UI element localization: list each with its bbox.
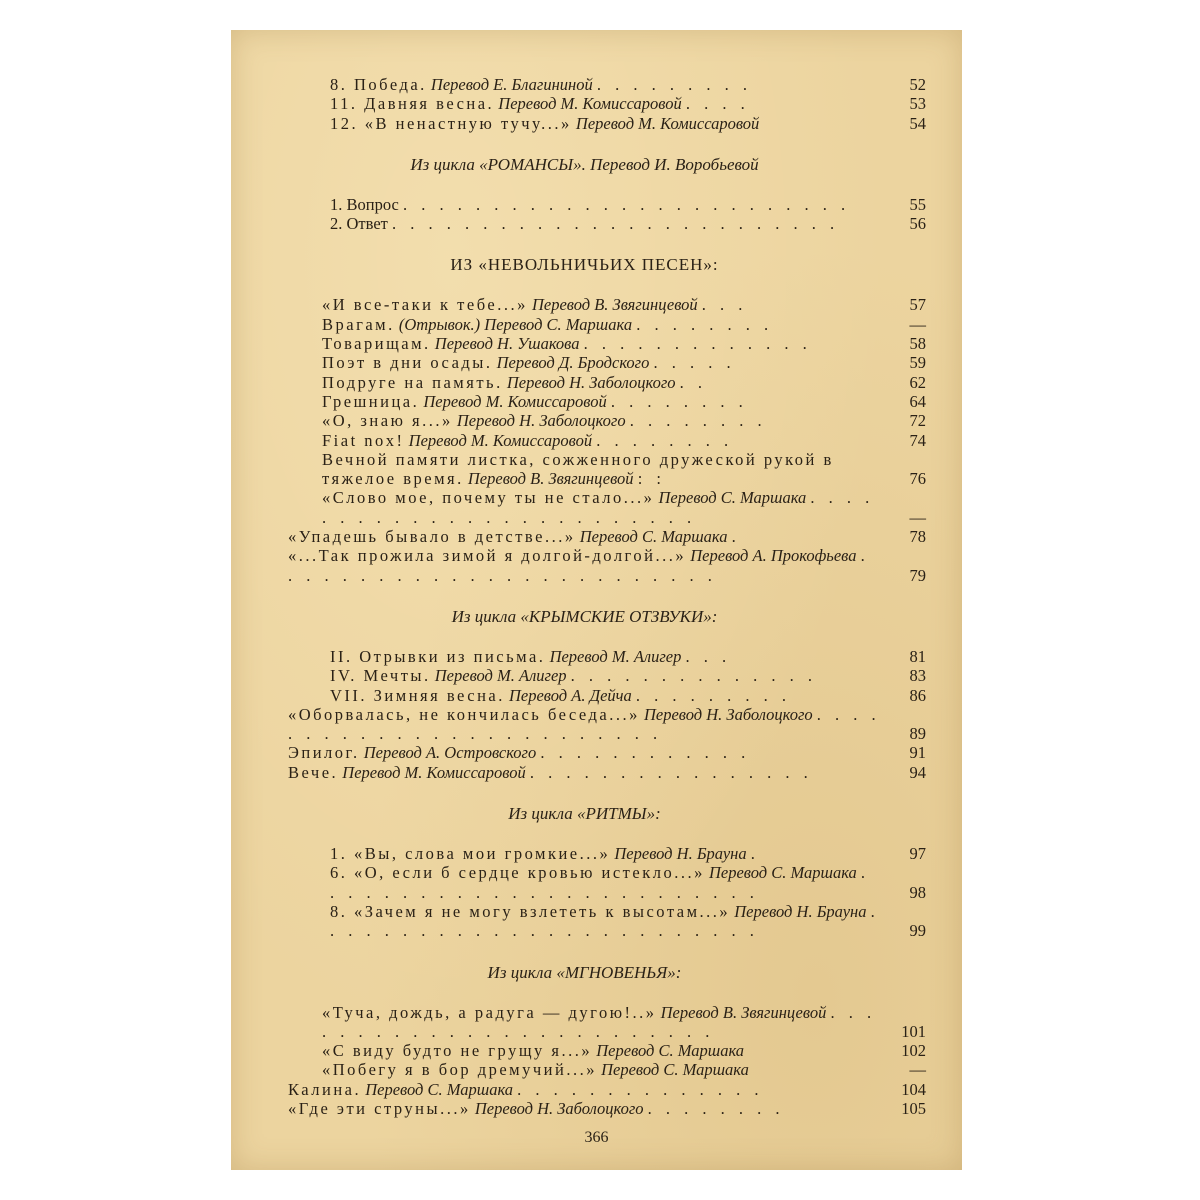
entry-title: 8. «Зачем я не могу взлететь к высотам...» (330, 901, 731, 921)
dot-leader: . . . . . . . . . . . . . . . . . . . . . . . . . (330, 901, 880, 941)
toc-entry (288, 762, 926, 782)
entry-translator: Перевод Н. Заболоцкого (456, 411, 626, 431)
dot-leader: . . . . . . . . . . . . . . . . . . . . . . . . . (288, 704, 881, 744)
toc-entry (288, 546, 926, 585)
entry-translator: Перевод Н. Заболоцкого (506, 372, 676, 392)
entry-page-number: 62 (909, 372, 926, 392)
entry-title: 8. Победа. (330, 75, 427, 94)
toc-entry (288, 1060, 926, 1080)
toc-entry (288, 94, 926, 114)
entry-translator: Перевод М. Алигер (549, 646, 682, 666)
entry-translator: Перевод С. Маршака (658, 488, 807, 508)
toc-entry (288, 743, 926, 763)
toc-entry (288, 411, 926, 431)
dot-leader: . . . . . . . . . . . . . . . . . . . . . . . . . (322, 488, 875, 527)
toc-entry (288, 646, 926, 666)
entry-title: Fiat nox! (322, 430, 405, 450)
entry-page-number: 86 (909, 685, 926, 705)
toc-entry (288, 488, 926, 527)
entry-page-number: — (909, 314, 926, 334)
entry-translator: Перевод С. Маршака (365, 1079, 514, 1099)
entry-page-number: 72 (909, 411, 926, 431)
dot-leader: . . . . . . . . . . . . . . . . . . . . . . . . . (288, 546, 870, 585)
section-heading: Из цикла «МГНОВЕНЬЯ»: (487, 962, 682, 982)
entry-page-number: 98 (909, 882, 926, 902)
entry-page-number: 102 (901, 1041, 926, 1061)
section-heading: Из цикла «РОМАНСЫ». Перевод И. Воробьевой (410, 154, 759, 174)
entry-translator: Перевод В. Звягинцевой (467, 469, 634, 489)
entry-page-number: 94 (909, 762, 926, 782)
dot-leader: . . . . . . . . . . . . . . . . . . . . . . . . . (322, 1002, 877, 1041)
entry-translator: (Отрывок.) Перевод С. Маршака (398, 314, 633, 334)
toc-entry (288, 314, 926, 334)
entry-title: Грешница. (322, 391, 420, 411)
toc-entry (288, 214, 926, 234)
entry-page-number: 105 (901, 1098, 926, 1118)
toc-entry (288, 704, 926, 744)
entry-title: «Туча, дождь, а радуга — дугою!..» (322, 1002, 657, 1022)
dot-leader: . . . . . . . . . . . . . (583, 334, 812, 354)
entry-page-number: 81 (909, 646, 926, 666)
book-page (231, 30, 962, 1170)
entry-translator: Перевод В. Звягинцевой (531, 295, 698, 315)
dot-leader: . . . . . . . . (596, 430, 734, 450)
entry-translator: Перевод Н. Ушакова (434, 334, 580, 354)
dot-leader: . . . . . . . . (610, 391, 748, 411)
dot-leader: . . . (685, 646, 732, 666)
entry-page-number: 64 (909, 391, 926, 411)
dot-leader: . . . . . . . . (636, 314, 774, 334)
entry-page-number: 91 (909, 743, 926, 763)
dot-leader: . . . . . . . . (647, 1098, 785, 1118)
entry-page-number: 55 (909, 194, 926, 214)
entry-title: Поэт в дни осады. (322, 353, 493, 373)
entry-page-number: 104 (901, 1079, 926, 1099)
entry-page-number: 83 (909, 666, 926, 686)
entry-page-number: 74 (909, 430, 926, 450)
dot-leader: . . (679, 372, 708, 392)
entry-page-number: 58 (909, 334, 926, 354)
entry-page-number: 76 (909, 469, 926, 489)
toc-section (288, 606, 926, 782)
toc-entry (288, 685, 926, 705)
toc-section (288, 804, 926, 941)
toc-entry (288, 334, 926, 354)
dot-leader: . . . . . . . . . (635, 685, 792, 705)
entry-translator: Перевод Н. Заболоцкого (643, 704, 813, 724)
table-of-contents (288, 75, 926, 1118)
entry-page-number: 53 (909, 94, 926, 114)
entry-translator: Перевод М. Комиссаровой (575, 113, 760, 133)
entry-page-number: 101 (901, 1021, 926, 1041)
entry-title: «О, знаю я...» (322, 411, 453, 431)
entry-translator: Перевод М. Комиссаровой (423, 391, 607, 411)
toc-entry (288, 430, 926, 450)
entry-title: «С виду будто не грущу я...» (322, 1041, 593, 1061)
entry-title: 1. Вопрос (330, 194, 399, 214)
toc-entry (288, 863, 926, 902)
toc-section (288, 255, 926, 585)
entry-translator: Перевод А. Прокофьева (690, 546, 857, 566)
entry-title: «Побегу я в бор дремучий...» (322, 1060, 597, 1080)
dot-leader: . (731, 527, 741, 547)
toc-entry (288, 353, 926, 373)
section-heading: Из цикла «РИТМЫ»: (508, 804, 661, 824)
entry-translator: Перевод Н. Брауна (614, 844, 747, 864)
entry-title: «Слово мое, почему ты не стало...» (322, 488, 655, 508)
entry-title: 12. «В ненастную тучу...» (330, 113, 572, 133)
entry-translator: Перевод В. Звягинцевой (660, 1002, 827, 1022)
entry-page-number: 52 (909, 75, 926, 94)
entry-translator: Перевод Н. Заболоцкого (474, 1098, 644, 1118)
dot-leader: . . . (701, 295, 748, 315)
entry-page-number: 99 (909, 921, 926, 941)
entry-translator: Перевод Е. Благининой (430, 75, 593, 94)
entry-translator: Перевод А. Островского (363, 743, 537, 763)
entry-translator: Перевод Н. Брауна (734, 901, 867, 921)
entry-page-number: 78 (909, 527, 926, 547)
entry-title: «Где эти струны...» (288, 1098, 471, 1118)
dot-leader: . . . . . . . . . (596, 75, 752, 94)
entry-title: «...Так прожила зимой я долгой-долгой...» (288, 546, 687, 566)
toc-entry (288, 75, 926, 94)
entry-page-number: — (909, 1060, 926, 1080)
dot-leader: : : (637, 469, 666, 489)
dot-leader: . . . . . . . . . . . . . . . . . . . . . . . . . (330, 863, 871, 902)
entry-title: «Оборвалась, не кончилась беседа...» (288, 704, 640, 724)
toc-entry (288, 844, 926, 864)
entry-title: Товарищам. (322, 334, 431, 354)
entry-translator: Перевод С. Маршака (596, 1041, 745, 1061)
toc-entry (288, 194, 926, 214)
toc-entry (288, 527, 926, 547)
toc-entry (288, 1098, 926, 1118)
entry-translator: Перевод М. Комиссаровой (342, 762, 526, 782)
toc-entry (288, 113, 926, 133)
section-heading: ИЗ «НЕВОЛЬНИЧЬИХ ПЕСЕН»: (450, 255, 719, 275)
dot-leader: . . . . . (653, 353, 736, 373)
entry-page-number: 59 (909, 353, 926, 373)
entry-page-number: 79 (909, 565, 926, 585)
dot-leader: . (750, 844, 760, 864)
page-number: 366 (584, 1129, 609, 1146)
entry-title: IV. Мечты. (330, 666, 431, 686)
toc-section (288, 154, 926, 234)
dot-leader: . . . . . . . . . . . . . . . . . . . . . . . . . (402, 194, 851, 214)
entry-title: 2. Ответ (330, 214, 388, 234)
dot-leader: . . . . . . . . . . . . (540, 743, 751, 763)
toc-entry (288, 295, 926, 315)
entry-title: Вече. (288, 762, 339, 782)
entry-page-number: — (909, 507, 926, 527)
entry-page-number: 57 (909, 295, 926, 315)
entry-translator: Перевод А. Дейча (508, 685, 632, 705)
entry-title: «И все-таки к тебе...» (322, 295, 528, 315)
entry-title: Вечной памяти листка, сожженного дружеской рукой в тяжелое время. (322, 449, 834, 489)
toc-section (288, 962, 926, 1119)
entry-translator: Перевод М. Комиссаровой (498, 94, 682, 114)
dot-leader: . . . . . . . . (629, 411, 767, 431)
entry-title: 6. «О, если б сердце кровью истекло...» (330, 863, 705, 883)
entry-title: «Упадешь бывало в детстве...» (288, 527, 576, 547)
toc-entry (288, 1079, 926, 1099)
entry-page-number: 54 (909, 113, 926, 133)
entry-title: 1. «Вы, слова мои громкие...» (330, 844, 611, 864)
entry-page-number: 56 (909, 214, 926, 234)
toc-entry (288, 391, 926, 411)
entry-title: Врагам. (322, 314, 395, 334)
entry-translator: Перевод М. Комиссаровой (408, 430, 593, 450)
dot-leader: . . . . . . . . . . . . . . . . (529, 762, 813, 782)
toc-entry (288, 449, 926, 489)
toc-entry (288, 1002, 926, 1042)
toc-entry (288, 901, 926, 941)
toc-entry (288, 1041, 926, 1061)
entry-page-number: 97 (909, 844, 926, 864)
entry-title: 11. Давняя весна. (330, 94, 495, 114)
entry-title: Эпилог. (288, 743, 360, 763)
toc-section (288, 75, 926, 133)
toc-entry (288, 372, 926, 392)
entry-translator: Перевод М. Алигер (434, 666, 567, 686)
entry-translator: Перевод С. Маршака (601, 1060, 749, 1080)
dot-leader: . . . . (685, 94, 750, 114)
dot-leader: . . . . . . . . . . . . . . . . . . . . . . . . . (391, 214, 840, 234)
toc-entry (288, 666, 926, 686)
section-heading: Из цикла «КРЫМСКИЕ ОТЗВУКИ»: (451, 606, 718, 626)
entry-page-number: 89 (909, 724, 926, 744)
dot-leader: . . . . . . . . . . . . . . (570, 666, 818, 686)
entry-title: II. Отрывки из письма. (330, 646, 546, 666)
entry-title: VII. Зимняя весна. (330, 685, 505, 705)
entry-translator: Перевод Д. Бродского (496, 353, 650, 373)
entry-translator: Перевод С. Маршака (708, 863, 857, 883)
entry-title: Калина. (288, 1079, 362, 1099)
entry-translator: Перевод С. Маршака (579, 527, 728, 547)
entry-title: Подруге на память. (322, 372, 503, 392)
dot-leader: . . . . . . . . . . . . . . (517, 1079, 764, 1099)
